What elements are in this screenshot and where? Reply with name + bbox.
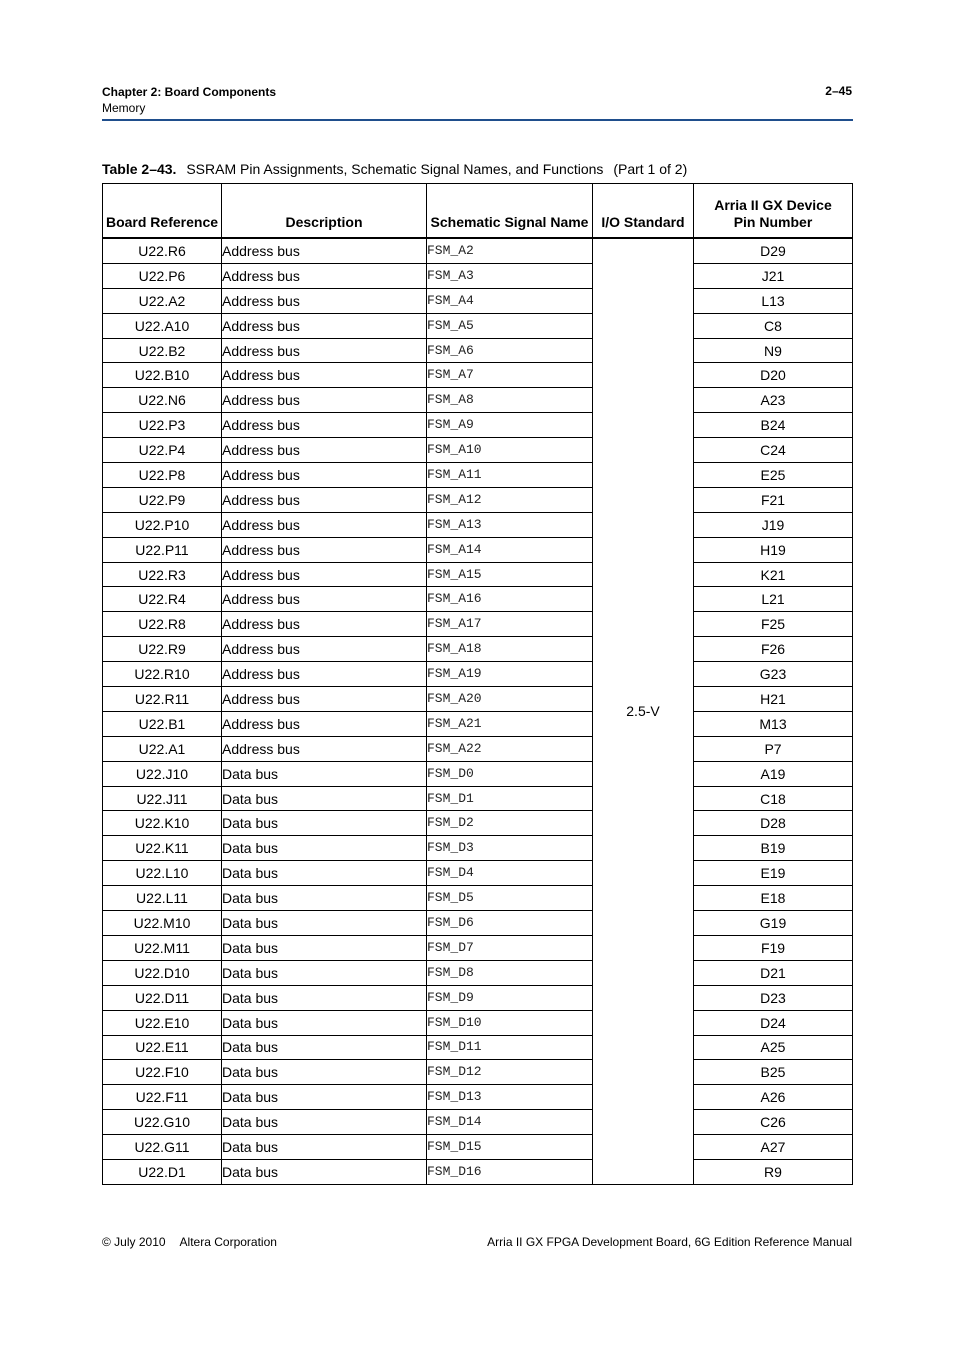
description-cell: Address bus [222, 562, 427, 587]
signal-name-cell: FSM_A13 [427, 512, 593, 537]
signal-name-cell: FSM_A7 [427, 363, 593, 388]
board-reference-cell: U22.R3 [103, 562, 222, 587]
pin-number-cell: R9 [694, 1159, 853, 1184]
signal-name-cell: FSM_D14 [427, 1110, 593, 1135]
board-reference-cell: U22.M10 [103, 911, 222, 936]
signal-name-cell: FSM_D15 [427, 1135, 593, 1160]
table-row [103, 911, 853, 936]
description-cell: Address bus [222, 711, 427, 736]
pin-number-cell: A19 [694, 761, 853, 786]
board-reference-cell: U22.L11 [103, 886, 222, 911]
description-cell: Address bus [222, 512, 427, 537]
board-reference-cell: U22.P3 [103, 413, 222, 438]
pin-number-cell: H21 [694, 687, 853, 712]
pin-number-cell: D20 [694, 363, 853, 388]
board-reference-cell: U22.D10 [103, 960, 222, 985]
description-cell: Address bus [222, 288, 427, 313]
board-reference-cell: U22.P10 [103, 512, 222, 537]
board-reference-cell: U22.K11 [103, 836, 222, 861]
table-row [103, 338, 853, 363]
table-row [103, 637, 853, 662]
board-reference-cell: U22.J10 [103, 761, 222, 786]
board-reference-cell: U22.J11 [103, 786, 222, 811]
table-row [103, 512, 853, 537]
board-reference-cell: U22.P11 [103, 537, 222, 562]
pin-number-cell: F26 [694, 637, 853, 662]
board-reference-cell: U22.D1 [103, 1159, 222, 1184]
pin-number-cell: K21 [694, 562, 853, 587]
pin-number-cell: L13 [694, 288, 853, 313]
table-row [103, 1060, 853, 1085]
description-cell: Data bus [222, 1085, 427, 1110]
board-reference-cell: U22.R4 [103, 587, 222, 612]
signal-name-cell: FSM_A4 [427, 288, 593, 313]
board-reference-cell: U22.R8 [103, 612, 222, 637]
board-reference-cell: U22.N6 [103, 388, 222, 413]
signal-name-cell: FSM_D12 [427, 1060, 593, 1085]
board-reference-cell: U22.R10 [103, 662, 222, 687]
signal-name-cell: FSM_D9 [427, 985, 593, 1010]
table-row [103, 487, 853, 512]
pin-number-cell: C26 [694, 1110, 853, 1135]
signal-name-cell: FSM_D7 [427, 935, 593, 960]
description-cell: Address bus [222, 537, 427, 562]
description-cell: Data bus [222, 985, 427, 1010]
table-row [103, 861, 853, 886]
signal-name-cell: FSM_A19 [427, 662, 593, 687]
description-cell: Data bus [222, 1010, 427, 1035]
col-header-board-reference: Board Reference [103, 184, 222, 239]
table-row [103, 662, 853, 687]
pin-number-cell: B19 [694, 836, 853, 861]
pin-number-cell: L21 [694, 587, 853, 612]
signal-name-cell: FSM_D1 [427, 786, 593, 811]
company-name: Altera Corporation [179, 1235, 277, 1249]
description-cell: Address bus [222, 736, 427, 761]
description-cell: Address bus [222, 313, 427, 338]
description-cell: Address bus [222, 438, 427, 463]
description-cell: Data bus [222, 1159, 427, 1184]
description-cell: Data bus [222, 886, 427, 911]
table-row [103, 1035, 853, 1060]
description-cell: Address bus [222, 238, 427, 263]
table-body [103, 238, 853, 1184]
pin-number-cell: C24 [694, 438, 853, 463]
pin-number-cell: A26 [694, 1085, 853, 1110]
signal-name-cell: FSM_A18 [427, 637, 593, 662]
signal-name-cell: FSM_A14 [427, 537, 593, 562]
footer-left [102, 1235, 277, 1249]
signal-name-cell: FSM_A8 [427, 388, 593, 413]
description-cell: Address bus [222, 687, 427, 712]
running-header [102, 84, 276, 116]
pin-number-cell: P7 [694, 736, 853, 761]
table-row [103, 985, 853, 1010]
pin-number-header-text: Arria II GX Device Pin Number [714, 197, 832, 230]
signal-name-cell: FSM_A16 [427, 587, 593, 612]
board-reference-cell: U22.A2 [103, 288, 222, 313]
manual-title: Arria II GX FPGA Development Board, 6G Edition Reference Manual [487, 1235, 852, 1249]
board-reference-cell: U22.F10 [103, 1060, 222, 1085]
description-cell: Address bus [222, 612, 427, 637]
board-reference-cell: U22.P6 [103, 263, 222, 288]
signal-name-cell: FSM_D16 [427, 1159, 593, 1184]
pin-number-cell: E25 [694, 463, 853, 488]
signal-name-cell: FSM_A12 [427, 487, 593, 512]
col-header-io-standard: I/O Standard [593, 184, 694, 239]
signal-name-cell: FSM_A9 [427, 413, 593, 438]
pin-number-cell: F25 [694, 612, 853, 637]
table-row [103, 288, 853, 313]
pin-number-cell: D29 [694, 238, 853, 263]
board-reference-cell: U22.B2 [103, 338, 222, 363]
pin-number-cell: D21 [694, 960, 853, 985]
description-cell: Data bus [222, 911, 427, 936]
chapter-title: Chapter 2: Board Components [102, 85, 277, 99]
col-header-signal-name: Schematic Signal Name [427, 184, 593, 239]
pin-number-cell: G19 [694, 911, 853, 936]
description-cell: Data bus [222, 1135, 427, 1160]
table-row [103, 263, 853, 288]
description-cell: Data bus [222, 960, 427, 985]
signal-name-cell: FSM_D8 [427, 960, 593, 985]
table-caption [102, 161, 687, 177]
signal-name-cell: FSM_D13 [427, 1085, 593, 1110]
table-row [103, 612, 853, 637]
table-row [103, 786, 853, 811]
table-row [103, 711, 853, 736]
pin-number-cell: D24 [694, 1010, 853, 1035]
board-reference-cell: U22.P4 [103, 438, 222, 463]
section-title: Memory [102, 101, 146, 115]
table-row [103, 413, 853, 438]
board-reference-cell: U22.G10 [103, 1110, 222, 1135]
table-row [103, 463, 853, 488]
board-reference-cell: U22.P9 [103, 487, 222, 512]
table-row [103, 388, 853, 413]
signal-name-cell: FSM_A22 [427, 736, 593, 761]
description-cell: Data bus [222, 935, 427, 960]
header-rule [102, 119, 853, 121]
board-reference-cell: U22.R11 [103, 687, 222, 712]
description-cell: Address bus [222, 263, 427, 288]
table-row [103, 537, 853, 562]
pin-number-cell: D28 [694, 811, 853, 836]
signal-name-cell: FSM_A6 [427, 338, 593, 363]
description-cell: Data bus [222, 761, 427, 786]
board-reference-cell: U22.E11 [103, 1035, 222, 1060]
description-cell: Address bus [222, 637, 427, 662]
signal-name-cell: FSM_A10 [427, 438, 593, 463]
board-reference-cell: U22.F11 [103, 1085, 222, 1110]
signal-name-cell: FSM_A17 [427, 612, 593, 637]
signal-name-cell: FSM_A21 [427, 711, 593, 736]
description-cell: Address bus [222, 587, 427, 612]
description-cell: Address bus [222, 662, 427, 687]
table-row [103, 886, 853, 911]
signal-name-cell: FSM_D0 [427, 761, 593, 786]
pin-number-cell: A25 [694, 1035, 853, 1060]
table-row [103, 761, 853, 786]
description-cell: Address bus [222, 363, 427, 388]
pin-table [102, 183, 853, 1185]
description-cell: Data bus [222, 786, 427, 811]
table-row [103, 562, 853, 587]
signal-name-cell: FSM_A2 [427, 238, 593, 263]
board-reference-cell: U22.B10 [103, 363, 222, 388]
table-row [103, 587, 853, 612]
board-reference-cell: U22.B1 [103, 711, 222, 736]
table-row [103, 935, 853, 960]
pin-number-cell: F19 [694, 935, 853, 960]
pin-number-cell: A23 [694, 388, 853, 413]
signal-name-cell: FSM_A5 [427, 313, 593, 338]
board-reference-cell: U22.M11 [103, 935, 222, 960]
description-cell: Address bus [222, 463, 427, 488]
copyright: © July 2010 [102, 1235, 166, 1249]
board-reference-cell: U22.D11 [103, 985, 222, 1010]
board-reference-cell: U22.A1 [103, 736, 222, 761]
signal-name-cell: FSM_D10 [427, 1010, 593, 1035]
table-title: SSRAM Pin Assignments, Schematic Signal Names, and Functions [186, 161, 604, 177]
board-reference-cell: U22.L10 [103, 861, 222, 886]
table-header-row [103, 184, 853, 239]
pin-number-cell: N9 [694, 338, 853, 363]
io-standard-cell: 2.5-V [593, 238, 694, 1184]
description-cell: Data bus [222, 1060, 427, 1085]
board-reference-cell: U22.G11 [103, 1135, 222, 1160]
description-cell: Data bus [222, 811, 427, 836]
pin-number-cell: C18 [694, 786, 853, 811]
table-row [103, 363, 853, 388]
pin-number-cell: J19 [694, 512, 853, 537]
page-number: 2–45 [825, 84, 852, 98]
table-row [103, 1010, 853, 1035]
pin-number-cell: F21 [694, 487, 853, 512]
table-row [103, 313, 853, 338]
board-reference-cell: U22.R6 [103, 238, 222, 263]
description-cell: Data bus [222, 836, 427, 861]
pin-number-cell: M13 [694, 711, 853, 736]
table-row [103, 687, 853, 712]
pin-number-cell: C8 [694, 313, 853, 338]
signal-name-cell: FSM_D3 [427, 836, 593, 861]
pin-number-cell: D23 [694, 985, 853, 1010]
table-row [103, 836, 853, 861]
description-cell: Address bus [222, 487, 427, 512]
table-row [103, 238, 853, 263]
description-cell: Address bus [222, 388, 427, 413]
pin-number-cell: E19 [694, 861, 853, 886]
pin-number-cell: B24 [694, 413, 853, 438]
table-number: Table 2–43. [102, 161, 177, 177]
table-part: (Part 1 of 2) [613, 161, 688, 177]
board-reference-cell: U22.K10 [103, 811, 222, 836]
description-cell: Data bus [222, 861, 427, 886]
pin-number-cell: J21 [694, 263, 853, 288]
signal-name-cell: FSM_D2 [427, 811, 593, 836]
table-row [103, 960, 853, 985]
board-reference-cell: U22.R9 [103, 637, 222, 662]
signal-name-cell: FSM_A15 [427, 562, 593, 587]
table-row [103, 1085, 853, 1110]
pin-number-cell: H19 [694, 537, 853, 562]
col-header-description: Description [222, 184, 427, 239]
pin-number-cell: B25 [694, 1060, 853, 1085]
description-cell: Data bus [222, 1110, 427, 1135]
table-row [103, 736, 853, 761]
signal-name-cell: FSM_D5 [427, 886, 593, 911]
table-row [103, 1110, 853, 1135]
board-reference-cell: U22.P8 [103, 463, 222, 488]
signal-name-cell: FSM_A3 [427, 263, 593, 288]
signal-name-cell: FSM_A20 [427, 687, 593, 712]
pin-number-cell: A27 [694, 1135, 853, 1160]
table-row [103, 811, 853, 836]
description-cell: Address bus [222, 413, 427, 438]
description-cell: Data bus [222, 1035, 427, 1060]
signal-name-cell: FSM_D11 [427, 1035, 593, 1060]
signal-name-cell: FSM_A11 [427, 463, 593, 488]
board-reference-cell: U22.E10 [103, 1010, 222, 1035]
col-header-pin-number [694, 184, 853, 239]
pin-number-cell: G23 [694, 662, 853, 687]
table-row [103, 1159, 853, 1184]
table-row [103, 438, 853, 463]
board-reference-cell: U22.A10 [103, 313, 222, 338]
description-cell: Address bus [222, 338, 427, 363]
pin-number-cell: E18 [694, 886, 853, 911]
table-row [103, 1135, 853, 1160]
signal-name-cell: FSM_D4 [427, 861, 593, 886]
signal-name-cell: FSM_D6 [427, 911, 593, 936]
